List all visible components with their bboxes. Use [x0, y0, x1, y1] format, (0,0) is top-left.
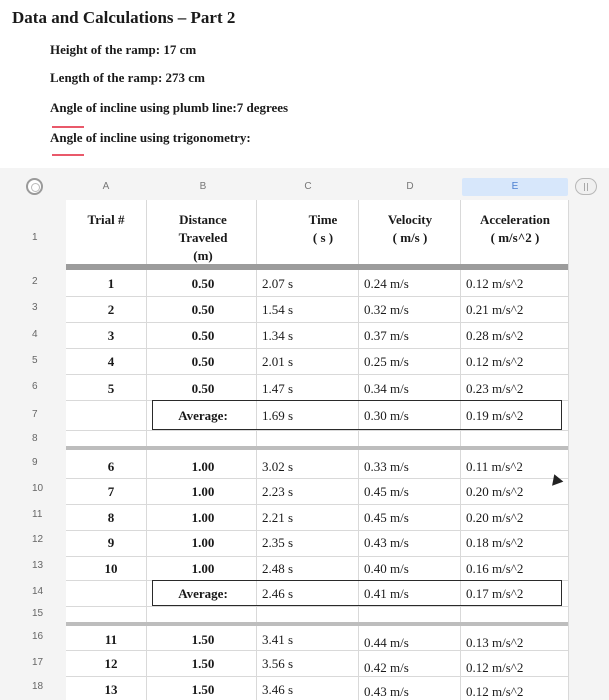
distance-cell[interactable]: 1.50: [191, 682, 215, 697]
distance-cell[interactable]: 1.50: [191, 656, 215, 671]
trial-cell[interactable]: 10: [104, 561, 118, 576]
ramp-length: Length of the ramp: 273 cm: [50, 70, 205, 85]
column-header-c[interactable]: C: [304, 181, 312, 192]
time-header[interactable]: ( s ): [312, 230, 334, 245]
trial-header[interactable]: Trial #: [87, 212, 125, 227]
time-cell[interactable]: 2.35 s: [262, 535, 294, 550]
row-divider: [66, 296, 568, 297]
velocity-cell[interactable]: 0.32 m/s: [364, 302, 409, 317]
page-title: Data and Calculations – Part 2: [12, 8, 236, 27]
row-number[interactable]: 1: [32, 232, 38, 243]
row-divider: [66, 374, 568, 375]
acceleration-cell[interactable]: 0.20 m/s^2: [466, 484, 524, 499]
column-header-b[interactable]: B: [199, 181, 207, 192]
trial-cell[interactable]: 2: [107, 302, 115, 317]
velocity-header[interactable]: ( m/s ): [392, 230, 428, 245]
row-number[interactable]: 4: [32, 329, 38, 340]
section-separator: [66, 446, 568, 450]
trial-cell[interactable]: 6: [107, 459, 115, 474]
distance-cell[interactable]: 0.50: [191, 302, 215, 317]
velocity-cell[interactable]: 0.25 m/s: [364, 354, 409, 369]
average-label[interactable]: Average:: [178, 586, 228, 601]
time-cell[interactable]: 1.34 s: [262, 328, 294, 343]
row-number[interactable]: 12: [32, 534, 44, 545]
time-cell[interactable]: 2.48 s: [262, 561, 294, 576]
add-column-button[interactable]: ||: [575, 178, 597, 195]
acceleration-cell[interactable]: 0.12 m/s^2: [466, 660, 524, 675]
row-divider: [66, 504, 568, 505]
time-cell[interactable]: 3.41 s: [262, 632, 294, 647]
trial-cell[interactable]: 3: [107, 328, 115, 343]
time-cell[interactable]: 1.47 s: [262, 381, 294, 396]
acceleration-cell[interactable]: 0.12 m/s^2: [466, 354, 524, 369]
row-divider: [66, 478, 568, 479]
row-number[interactable]: 9: [32, 457, 38, 468]
grid-line: [568, 200, 569, 700]
average-velocity[interactable]: 0.41 m/s: [364, 586, 409, 601]
column-header-d[interactable]: D: [406, 181, 414, 192]
velocity-cell[interactable]: 0.44 m/s: [364, 635, 409, 650]
trial-cell[interactable]: 7: [107, 484, 115, 499]
angle-plumb-line: Angle of incline using plumb line:7 degrees: [50, 100, 289, 115]
spellcheck-underline: [52, 154, 84, 156]
time-cell[interactable]: 2.23 s: [262, 484, 294, 499]
row-number[interactable]: 14: [32, 586, 44, 597]
average-velocity[interactable]: 0.30 m/s: [364, 408, 409, 423]
velocity-cell[interactable]: 0.43 m/s: [364, 535, 409, 550]
acceleration-cell[interactable]: 0.16 m/s^2: [466, 561, 524, 576]
average-label[interactable]: Average:: [178, 408, 228, 423]
row-number[interactable]: 10: [32, 483, 44, 494]
trial-cell[interactable]: 1: [107, 276, 115, 291]
distance-header[interactable]: Traveled: [178, 230, 228, 245]
acceleration-cell[interactable]: 0.23 m/s^2: [466, 381, 524, 396]
trial-cell[interactable]: 5: [107, 381, 115, 396]
acceleration-cell[interactable]: 0.28 m/s^2: [466, 328, 524, 343]
row-divider: [66, 676, 568, 677]
distance-cell[interactable]: 1.50: [191, 632, 215, 647]
velocity-cell[interactable]: 0.40 m/s: [364, 561, 409, 576]
trial-cell[interactable]: 4: [107, 354, 115, 369]
row-number[interactable]: 3: [32, 302, 38, 313]
distance-cell[interactable]: 0.50: [191, 381, 215, 396]
acceleration-cell[interactable]: 0.11 m/s^2: [466, 459, 523, 474]
acceleration-cell[interactable]: 0.12 m/s^2: [466, 684, 524, 699]
time-cell[interactable]: 2.07 s: [262, 276, 294, 291]
row-number[interactable]: 11: [32, 509, 43, 520]
distance-cell[interactable]: 0.50: [191, 276, 215, 291]
average-acceleration[interactable]: 0.17 m/s^2: [466, 586, 524, 601]
row-number[interactable]: 5: [32, 355, 38, 366]
row-divider: [66, 430, 568, 431]
time-cell[interactable]: 2.01 s: [262, 354, 294, 369]
trial-cell[interactable]: 13: [104, 682, 118, 697]
time-header[interactable]: Time: [308, 212, 338, 227]
acceleration-cell[interactable]: 0.21 m/s^2: [466, 302, 524, 317]
acceleration-header[interactable]: ( m/s^2 ): [490, 230, 540, 245]
time-cell[interactable]: 2.21 s: [262, 510, 294, 525]
velocity-cell[interactable]: 0.43 m/s: [364, 684, 409, 699]
velocity-header[interactable]: Velocity: [387, 212, 433, 227]
trial-cell[interactable]: 12: [104, 656, 118, 671]
time-cell[interactable]: 1.54 s: [262, 302, 294, 317]
time-cell[interactable]: 3.46 s: [262, 682, 294, 697]
column-header-a[interactable]: A: [102, 181, 110, 192]
trial-cell[interactable]: 9: [107, 535, 115, 550]
average-time[interactable]: 2.46 s: [262, 586, 294, 601]
distance-cell[interactable]: 1.00: [191, 535, 215, 550]
distance-cell[interactable]: 1.00: [191, 510, 215, 525]
row-number[interactable]: 13: [32, 560, 44, 571]
select-all-button[interactable]: [26, 178, 43, 195]
acceleration-cell[interactable]: 0.13 m/s^2: [466, 635, 524, 650]
velocity-cell[interactable]: 0.33 m/s: [364, 459, 409, 474]
acceleration-header[interactable]: Acceleration: [479, 212, 551, 227]
velocity-cell[interactable]: 0.34 m/s: [364, 381, 409, 396]
average-acceleration[interactable]: 0.19 m/s^2: [466, 408, 524, 423]
distance-cell[interactable]: 1.00: [191, 459, 215, 474]
header-separator: [66, 264, 568, 270]
spellcheck-underline: [52, 126, 84, 128]
acceleration-cell[interactable]: 0.18 m/s^2: [466, 535, 524, 550]
distance-header[interactable]: Distance: [179, 212, 227, 227]
ramp-height: Height of the ramp: 17 cm: [50, 42, 197, 57]
time-cell[interactable]: 3.02 s: [262, 459, 294, 474]
average-time[interactable]: 1.69 s: [262, 408, 294, 423]
row-number[interactable]: 15: [32, 608, 44, 619]
distance-cell[interactable]: 1.00: [191, 561, 215, 576]
trial-cell[interactable]: 8: [107, 510, 115, 525]
row-number[interactable]: 2: [32, 276, 38, 287]
acceleration-cell[interactable]: 0.20 m/s^2: [466, 510, 524, 525]
velocity-cell[interactable]: 0.45 m/s: [364, 510, 409, 525]
distance-header[interactable]: (m): [193, 248, 213, 263]
row-number[interactable]: 8: [32, 433, 38, 444]
velocity-cell[interactable]: 0.45 m/s: [364, 484, 409, 499]
row-number[interactable]: 6: [32, 381, 38, 392]
row-divider: [66, 556, 568, 557]
distance-cell[interactable]: 0.50: [191, 328, 215, 343]
velocity-cell[interactable]: 0.42 m/s: [364, 660, 409, 675]
time-cell[interactable]: 3.56 s: [262, 656, 294, 671]
column-header-e[interactable]: E: [462, 178, 568, 196]
row-divider: [66, 348, 568, 349]
distance-cell[interactable]: 1.00: [191, 484, 215, 499]
angle-trigonometry: Angle of incline using trigonometry:: [50, 130, 251, 145]
row-number[interactable]: 7: [32, 409, 38, 420]
distance-cell[interactable]: 0.50: [191, 354, 215, 369]
row-divider: [66, 606, 568, 607]
acceleration-cell[interactable]: 0.12 m/s^2: [466, 276, 524, 291]
trial-cell[interactable]: 11: [104, 632, 118, 647]
section-separator: [66, 622, 568, 626]
row-number[interactable]: 16: [32, 631, 44, 642]
row-number[interactable]: 17: [32, 657, 44, 668]
velocity-cell[interactable]: 0.24 m/s: [364, 276, 409, 291]
velocity-cell[interactable]: 0.37 m/s: [364, 328, 409, 343]
row-number[interactable]: 18: [32, 681, 44, 692]
row-divider: [66, 530, 568, 531]
row-divider: [66, 322, 568, 323]
